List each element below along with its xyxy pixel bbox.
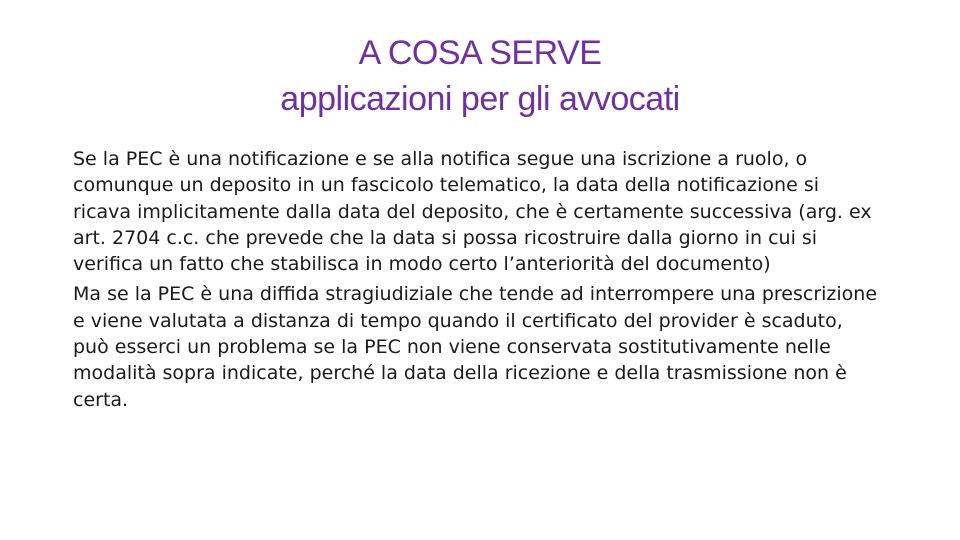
slide-title bbox=[0, 30, 960, 122]
body-paragraph-2: Ma se la PEC è una diffida stragiudiziale che tende ad interrompere una prescrizione e viene valutata a distanza di tempo quando il certificato del provider è scaduto, può esserci un problema se la PEC non viene conservata sostitutivamente nelle modalità sopra indicate, perché la data della ricezione e della trasmissione non è certa. bbox=[73, 283, 878, 411]
slide-body bbox=[73, 146, 883, 417]
title-line-2: applicazioni per gli avvocati bbox=[280, 80, 680, 118]
body-paragraph-1: Se la PEC è una notificazione e se alla notifica segue una iscrizione a ruolo, o comunque un deposito in un fascicolo telematico, la data della notificazione si ricava implicitamente dalla data del deposito, che è certamente successiva (arg. ex art. 2704 c.c. che prevede che la data si possa ricostruire dalla giorno in cui si verifica un fatto che stabilisca in modo certo l’anteriorità del documento) bbox=[73, 148, 872, 276]
title-line-1: A COSA SERVE bbox=[358, 34, 602, 72]
